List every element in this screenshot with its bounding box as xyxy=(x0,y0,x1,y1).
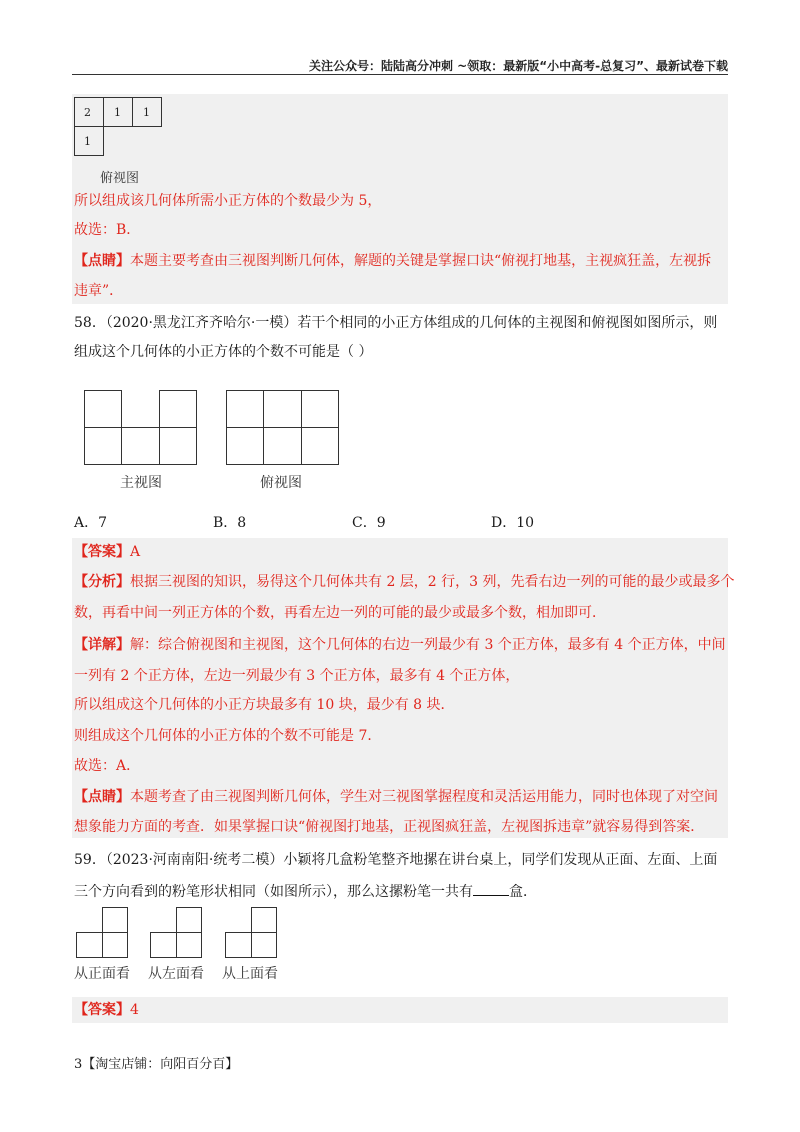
note-tag: 【点睛】 xyxy=(74,253,130,269)
grid-cell xyxy=(103,933,128,958)
answer-value: 4 xyxy=(130,1002,139,1018)
q58-detail-cont: 则组成这个几何体的小正方体的个数不可能是 7． xyxy=(74,728,382,744)
grid-cell xyxy=(85,428,122,465)
q57-note xyxy=(74,252,711,270)
q59-front-label: 从正面看 xyxy=(74,966,130,982)
grid-cell xyxy=(302,428,339,465)
grid-number: 1 xyxy=(143,106,150,119)
grid-cell xyxy=(264,391,302,428)
grid-cell xyxy=(160,428,197,465)
grid-cell xyxy=(302,391,339,428)
grid-cell xyxy=(103,908,128,933)
q58-stem: 58．（2020·黑龙江齐齐哈尔·一模）若干个相同的小正方体组成的几何体的主视图和俯视图如图所示，则 xyxy=(74,315,718,331)
q59-front-view xyxy=(76,907,128,959)
q58-analysis xyxy=(74,573,735,591)
q58-choose: 故选：A． xyxy=(74,758,141,774)
grid-number: 1 xyxy=(84,135,91,148)
grid-cell xyxy=(177,933,202,958)
note-text: 本题主要考查由三视图判断几何体，解题的关键是掌握口诀“俯视打地基，主视疯狂盖，左视拆 xyxy=(130,253,712,269)
q58-detail-cont: 所以组成这个几何体的小正方块最多有 10 块，最少有 8 块． xyxy=(74,697,455,713)
analysis-text: 根据三视图的知识，易得这个几何体共有 2 层，2 行，3 列，先看右边一列的可能的最少或最多个 xyxy=(130,574,735,590)
option-d: D．10 xyxy=(491,515,535,531)
option-b: B．8 xyxy=(213,515,247,531)
grid-cell xyxy=(252,908,277,933)
answer-tag: 【答案】 xyxy=(74,544,130,560)
q57-top-view-grid xyxy=(74,97,164,157)
grid-cell xyxy=(227,428,264,465)
q58-note xyxy=(74,788,718,806)
option-c: C．9 xyxy=(352,515,386,531)
grid-number: 2 xyxy=(84,106,91,119)
grid-cell xyxy=(177,908,202,933)
q58-detail xyxy=(74,636,726,654)
grid-cell xyxy=(122,428,160,465)
q58-front-view xyxy=(84,390,199,466)
stem-text-end: 盒． xyxy=(509,884,537,900)
grid-cell xyxy=(227,391,264,428)
note-text: 本题考查了由三视图判断几何体，学生对三视图掌握程度和灵活运用能力，同时也体现了对空间 xyxy=(130,789,718,805)
grid-cell xyxy=(226,933,252,958)
q57-figure-label: 俯视图 xyxy=(100,171,140,186)
q57-note-cont: 违章”． xyxy=(74,283,124,299)
q59-top-view xyxy=(225,907,277,959)
grid-cell xyxy=(160,391,197,428)
answer-blank xyxy=(473,881,509,896)
grid-cell xyxy=(252,933,277,958)
q59-stem-cont xyxy=(74,881,537,901)
analysis-tag: 【分析】 xyxy=(74,574,130,590)
q57-solution-line: 所以组成该几何体所需小正方体的个数最少为 5， xyxy=(74,193,382,209)
page-footer: 3【淘宝店铺：向阳百分百】 xyxy=(74,1057,239,1072)
q58-analysis-cont: 数，再看中间一列正方体的个数，再看左边一列的可能的最少或最多个数，相加即可． xyxy=(74,605,606,621)
q58-answer xyxy=(74,543,140,561)
q59-left-view xyxy=(150,907,202,959)
q57-solution-line: 故选：B． xyxy=(74,222,141,238)
grid-cell xyxy=(264,428,302,465)
q58-front-label: 主视图 xyxy=(120,475,162,491)
q59-top-label: 从上面看 xyxy=(222,966,278,982)
grid-cell xyxy=(77,933,103,958)
q58-top-view xyxy=(226,390,341,466)
q59-stem: 59．（2023·河南南阳·统考二模）小颖将几盒粉笔整齐地摞在讲台桌上，同学们发现从正面、左面、上面 xyxy=(74,852,718,868)
q59-answer xyxy=(74,1001,139,1019)
grid-number: 1 xyxy=(114,106,121,119)
q58-top-label: 俯视图 xyxy=(260,475,302,491)
note-tag: 【点睛】 xyxy=(74,789,130,805)
option-a: A．7 xyxy=(74,515,108,531)
q59-left-label: 从左面看 xyxy=(148,966,204,982)
q58-stem-cont: 组成这个几何体的小正方体的个数不可能是（ ） xyxy=(74,344,373,360)
answer-tag: 【答案】 xyxy=(74,1002,130,1018)
page-header: 关注公众号：陆陆高分冲刺 ~领取：最新版“小中高考-总复习”、最新试卷下载 xyxy=(309,59,728,73)
q58-detail-cont: 一列有 2 个正方体，左边一列最少有 3 个正方体，最多有 4 个正方体， xyxy=(74,668,520,684)
detail-tag: 【详解】 xyxy=(74,637,130,653)
grid-cell xyxy=(151,933,177,958)
q59-solution-block xyxy=(72,997,728,1023)
detail-text: 解：综合俯视图和主视图，这个几何体的右边一列最少有 3 个正方体，最多有 4 个正方体，中间 xyxy=(130,637,726,653)
q58-note-cont: 想象能力方面的考查．如果掌握口诀“俯视图打地基，正视图疯狂盖，左视图拆违章”就容易得到答案． xyxy=(74,819,705,835)
stem-text: 三个方向看到的粉笔形状相同（如图所示），那么这摞粉笔一共有 xyxy=(74,884,473,900)
grid-cell xyxy=(85,391,122,428)
header-rule xyxy=(72,74,728,75)
answer-value: A xyxy=(130,544,141,560)
